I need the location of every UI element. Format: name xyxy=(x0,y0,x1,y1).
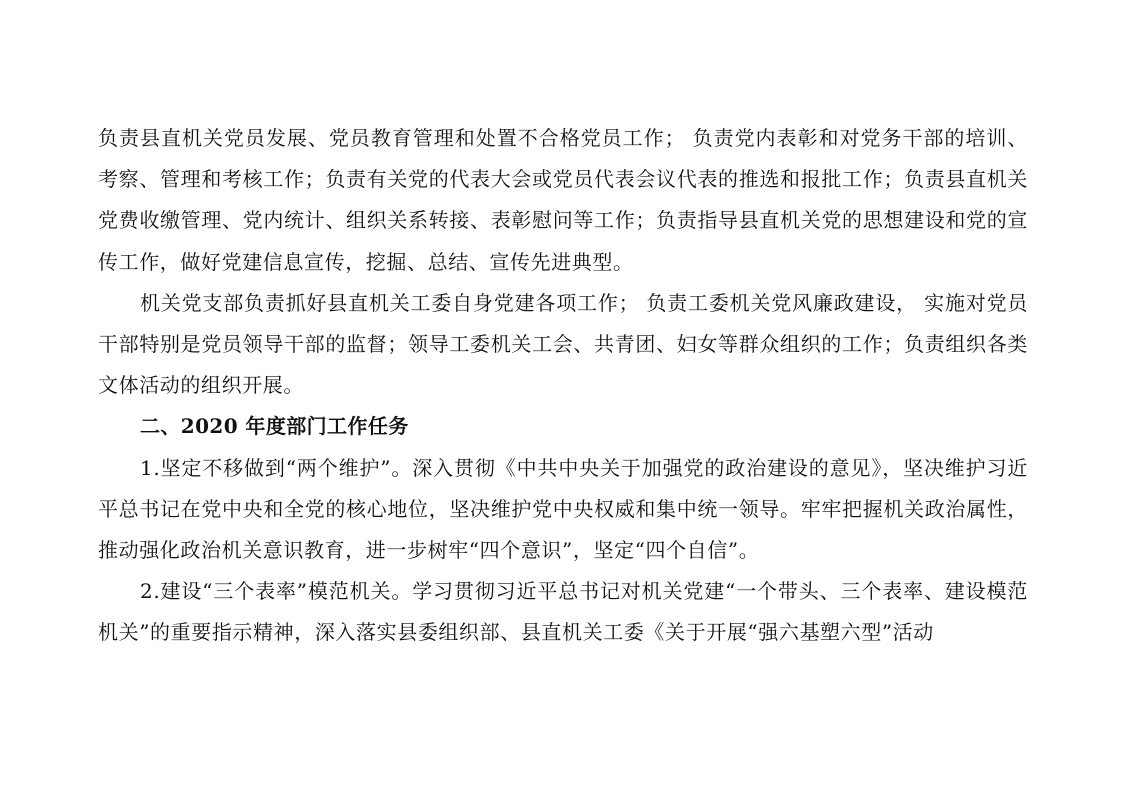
document-body xyxy=(98,118,1028,654)
paragraph-task-2: 2.建设“三个表率”模范机关。学习贯彻习近平总书记对机关党建“一个带头、三个表率、建设模范机关”的重要指示精神，深入落实县委组织部、县直机关工委《关于开展“强六基塑六型”活动 xyxy=(98,579,1028,645)
section-heading-2020-tasks: 二、2020 年度部门工作任务 xyxy=(140,414,409,439)
paragraph-party-member-duties: 负责县直机关党员发展、党员教育管理和处置不合格党员工作； 负责党内表彰和对党务干部的培训、考察、管理和考核工作；负责有关党的代表大会或党员代表会议代表的推选和报批工作；负责县直机关党费收缴管理、党内统计、组织关系转接、表彰慰问等工作；负责指导县直机关党的思想建设和党的宣传工作，做好党建信息宣传，挖掘、总结、宣传先进典型。 xyxy=(98,126,1028,274)
paragraph-branch-duties: 机关党支部负责抓好县直机关工委自身党建各项工作； 负责工委机关党风廉政建设， 实施对党员干部特别是党员领导干部的监督；领导工委机关工会、共青团、妇女等群众组织的工作；负责组织各类文体活动的组织开展。 xyxy=(98,290,1028,398)
paragraph-task-1: 1.坚定不移做到“两个维护”。深入贯彻《中共中央关于加强党的政治建设的意见》，坚决维护习近平总书记在党中央和全党的核心地位，坚决维护党中央权威和集中统一领导。牢牢把握机关政治属性，推动强化政治机关意识教育，进一步树牢“四个意识”，坚定“四个自信”。 xyxy=(98,455,1028,563)
